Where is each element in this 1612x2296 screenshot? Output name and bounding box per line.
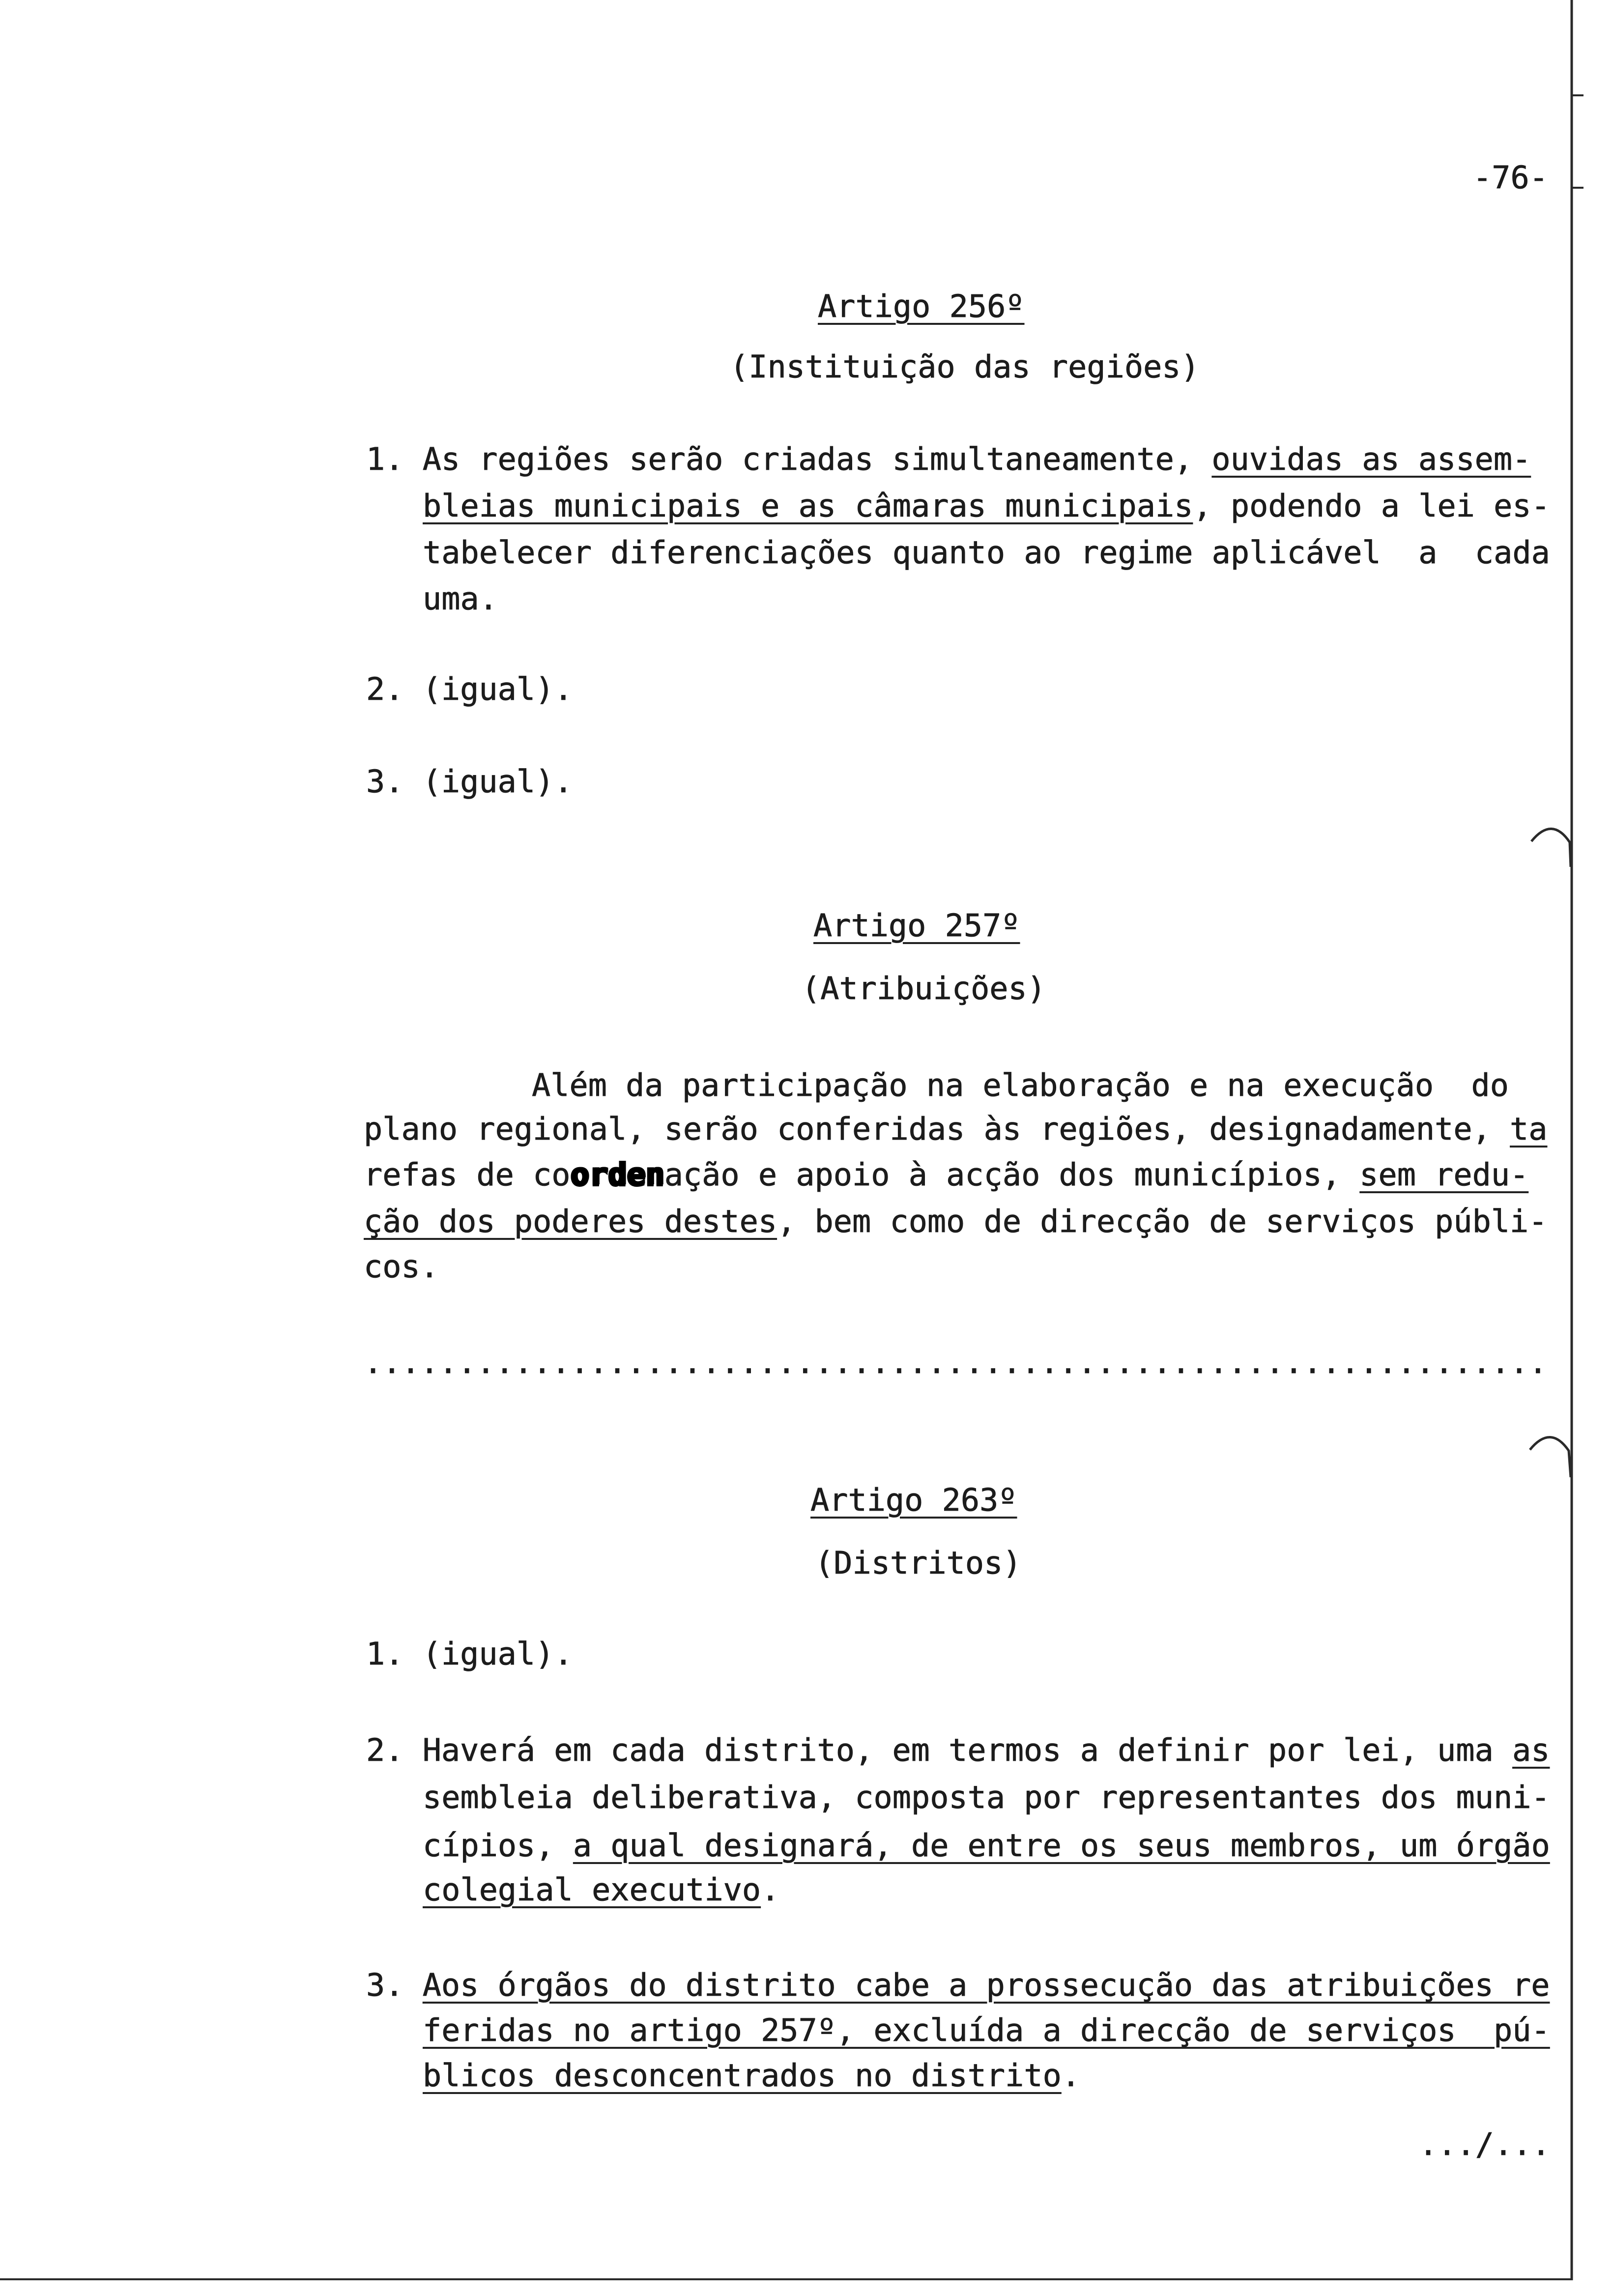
underlined-text: sem redu- xyxy=(1359,1156,1529,1193)
text-segment: , bem como de direcção de serviços públi- xyxy=(777,1203,1548,1239)
article-263-item-2-line-2 xyxy=(423,1779,1550,1815)
article-257-heading: Artigo 257º xyxy=(813,907,1020,944)
punch-hole-mark xyxy=(1530,1437,1571,1477)
text-segment: sembleia deliberativa, composta por representantes dos muni- xyxy=(423,1779,1550,1815)
underlined-text: ção dos poderes destes xyxy=(364,1203,777,1239)
article-256-item-1-line-3 xyxy=(423,535,1550,570)
article-256-subheading: (Instituição das regiões) xyxy=(730,348,1200,385)
text-segment: 1. (igual). xyxy=(366,1636,573,1672)
text-segment: 3. (igual). xyxy=(366,763,573,800)
text-segment: 2. (igual). xyxy=(366,671,573,707)
text-segment: Além da participação na elaboração e na execução do xyxy=(532,1067,1509,1103)
text-segment: tabelecer diferenciações quanto ao regime aplicável a cada xyxy=(423,534,1550,571)
underlined-text: as xyxy=(1512,1732,1550,1768)
underlined-text: ouvidas as assem- xyxy=(1211,441,1531,477)
article-256-item-1-line-2 xyxy=(423,488,1550,523)
text-segment: uma. xyxy=(423,580,498,617)
article-263-heading: Artigo 263º xyxy=(810,1482,1017,1518)
article-263-item-2-line-1 xyxy=(366,1732,1550,1768)
article-263-item-3-line-1 xyxy=(366,1967,1550,2003)
article-256-heading: Artigo 256º xyxy=(818,288,1025,324)
underlined-text: a qual designará, de entre os seus membros, um órgão xyxy=(573,1827,1550,1864)
article-256-item-1-line-4 xyxy=(423,581,498,616)
underlined-text: bleias municipais e as câmaras municipais xyxy=(423,488,1193,524)
text-segment: , podendo a lei es- xyxy=(1193,488,1550,524)
text-segment: 3. xyxy=(366,1967,423,2003)
article-263-subheading: (Distritos) xyxy=(815,1545,1022,1581)
text-segment: 1. As regiões serão criadas simultaneamente, xyxy=(366,441,1212,477)
text-segment: plano regional, serão conferidas às regiões, designadamente, xyxy=(364,1111,1510,1147)
punch-hole-mark xyxy=(1531,829,1571,867)
article-257-paragraph-line-3 xyxy=(364,1157,1528,1192)
text-segment: . xyxy=(1061,2057,1081,2094)
article-257-paragraph-line-2 xyxy=(364,1111,1548,1147)
article-257-subheading: (Atribuições) xyxy=(802,970,1046,1006)
article-263-item-3-line-2 xyxy=(423,2012,1550,2048)
underlined-text: blicos desconcentrados no distrito xyxy=(423,2057,1062,2094)
underlined-text: ta xyxy=(1510,1111,1548,1147)
text-segment: 2. Haverá em cada distrito, em termos a definir por lei, uma xyxy=(366,1732,1513,1768)
text-segment: cos. xyxy=(364,1248,439,1285)
underlined-text: colegial executivo xyxy=(423,1871,761,1908)
underlined-text: feridas no artigo 257º, excluída a direcção de serviços pú- xyxy=(423,2012,1550,2048)
dotted-separator: ............................................................... xyxy=(364,1344,1548,1380)
continuation-marker: .../... xyxy=(1419,2126,1551,2162)
underlined-text: Aos órgãos do distrito cabe a prossecução das atribuições re xyxy=(422,1967,1550,2003)
text-segment: . xyxy=(761,1871,780,1908)
text-segment: ação e apoio à acção dos municípios, xyxy=(664,1156,1360,1193)
article-257-paragraph-line-1 xyxy=(532,1067,1509,1103)
article-263-item-2-line-3 xyxy=(423,1828,1550,1863)
article-256-item-1-line-1 xyxy=(366,441,1531,477)
article-256-item-2 xyxy=(366,671,573,707)
overtyped-text: orden xyxy=(570,1156,664,1193)
article-257-paragraph-line-5 xyxy=(364,1249,439,1284)
article-256-item-3 xyxy=(366,764,573,799)
page-number: -76- xyxy=(1473,159,1548,196)
article-263-item-1 xyxy=(366,1636,573,1671)
text-segment: refas de co xyxy=(364,1156,571,1193)
article-257-paragraph-line-4 xyxy=(364,1204,1548,1239)
article-263-item-2-line-4 xyxy=(423,1872,779,1907)
text-segment: cípios, xyxy=(423,1827,573,1864)
article-263-item-3-line-3 xyxy=(423,2058,1080,2093)
